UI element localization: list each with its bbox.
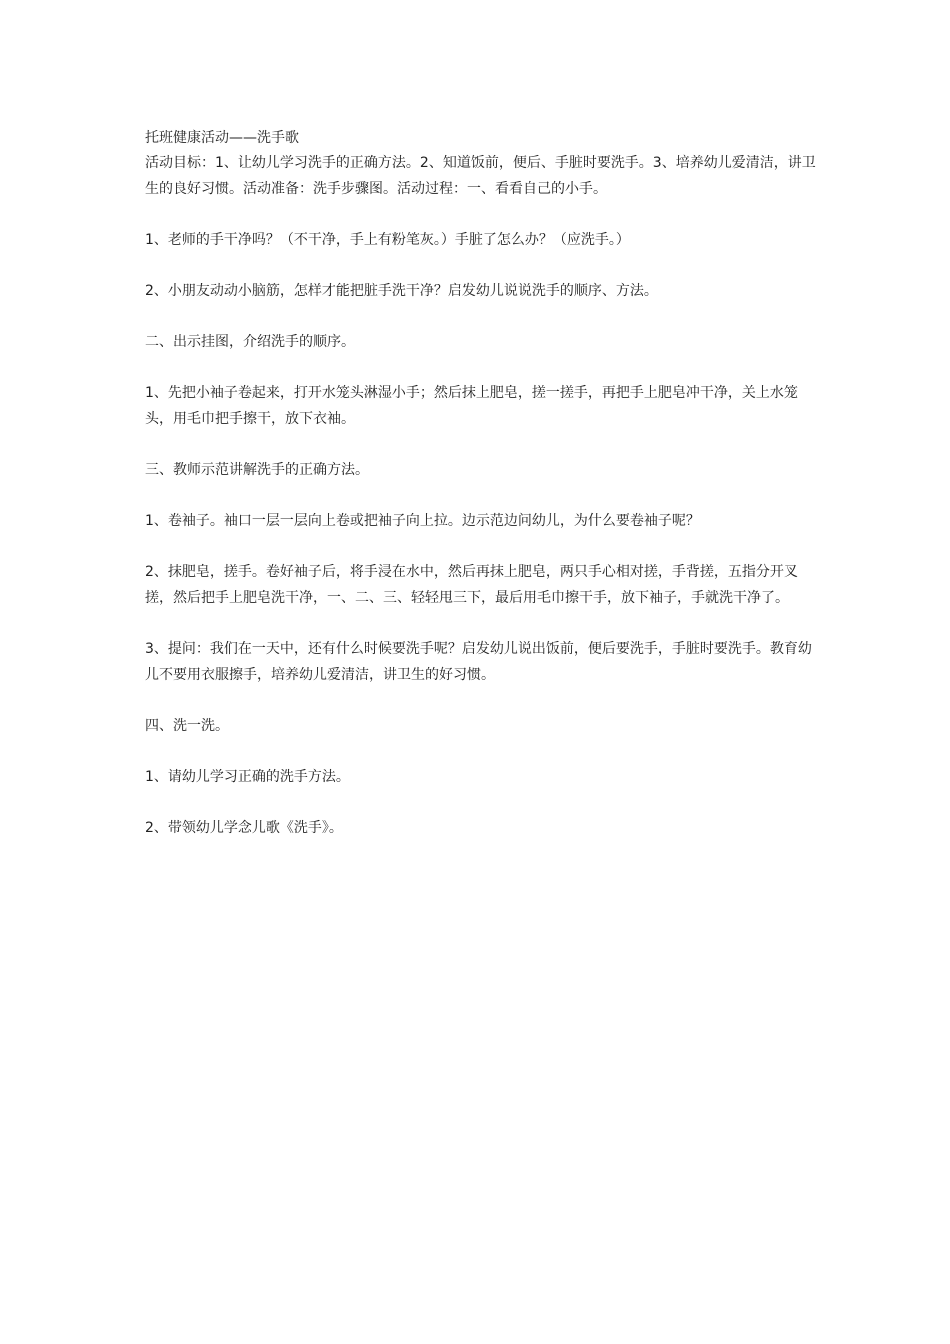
paragraph-2: 2、小朋友动动小脑筋，怎样才能把脏手洗干净？启发幼儿说说洗手的顺序、方法。 bbox=[145, 283, 658, 299]
activity-intro: 活动目标：1、让幼儿学习洗手的正确方法。2、知道饭前，便后、手脏时要洗手。3、培养幼儿爱清洁，讲卫生的良好习惯。活动准备：洗手步骤图。活动过程：一、看看自己的小手。 bbox=[145, 155, 816, 197]
paragraph-3: 1、先把小袖子卷起来，打开水笼头淋湿小手；然后抹上肥皂，搓一搓手，再把手上肥皂冲干净，关上水笼头，用毛巾把手擦干，放下衣袖。 bbox=[145, 385, 798, 427]
section-heading-3: 三、教师示范讲解洗手的正确方法。 bbox=[145, 462, 369, 478]
document-title: 托班健康活动——洗手歌 bbox=[145, 130, 299, 146]
paragraph-5: 2、抹肥皂，搓手。卷好袖子后，将手浸在水中，然后再抹上肥皂，两只手心相对搓，手背搓，五指分开叉搓，然后把手上肥皂洗干净，一、二、三、轻轻甩三下，最后用毛巾擦干手，放下袖子，手就洗干净了。 bbox=[145, 564, 798, 606]
paragraph-1: 1、老师的手干净吗？（不干净，手上有粉笔灰。）手脏了怎么办？（应洗手。） bbox=[145, 232, 630, 248]
paragraph-7: 1、请幼儿学习正确的洗手方法。 bbox=[145, 769, 350, 785]
section-heading-2: 二、出示挂图，介绍洗手的顺序。 bbox=[145, 334, 355, 350]
paragraph-4: 1、卷袖子。袖口一层一层向上卷或把袖子向上拉。边示范边问幼儿，为什么要卷袖子呢？ bbox=[145, 513, 700, 529]
paragraph-6: 3、提问：我们在一天中，还有什么时候要洗手呢？启发幼儿说出饭前，便后要洗手，手脏时要洗手。教育幼儿不要用衣服擦手，培养幼儿爱清洁，讲卫生的好习惯。 bbox=[145, 641, 812, 683]
document-body bbox=[145, 126, 820, 866]
paragraph-8: 2、带领幼儿学念儿歌《洗手》。 bbox=[145, 820, 343, 836]
section-heading-4: 四、洗一洗。 bbox=[145, 718, 229, 734]
